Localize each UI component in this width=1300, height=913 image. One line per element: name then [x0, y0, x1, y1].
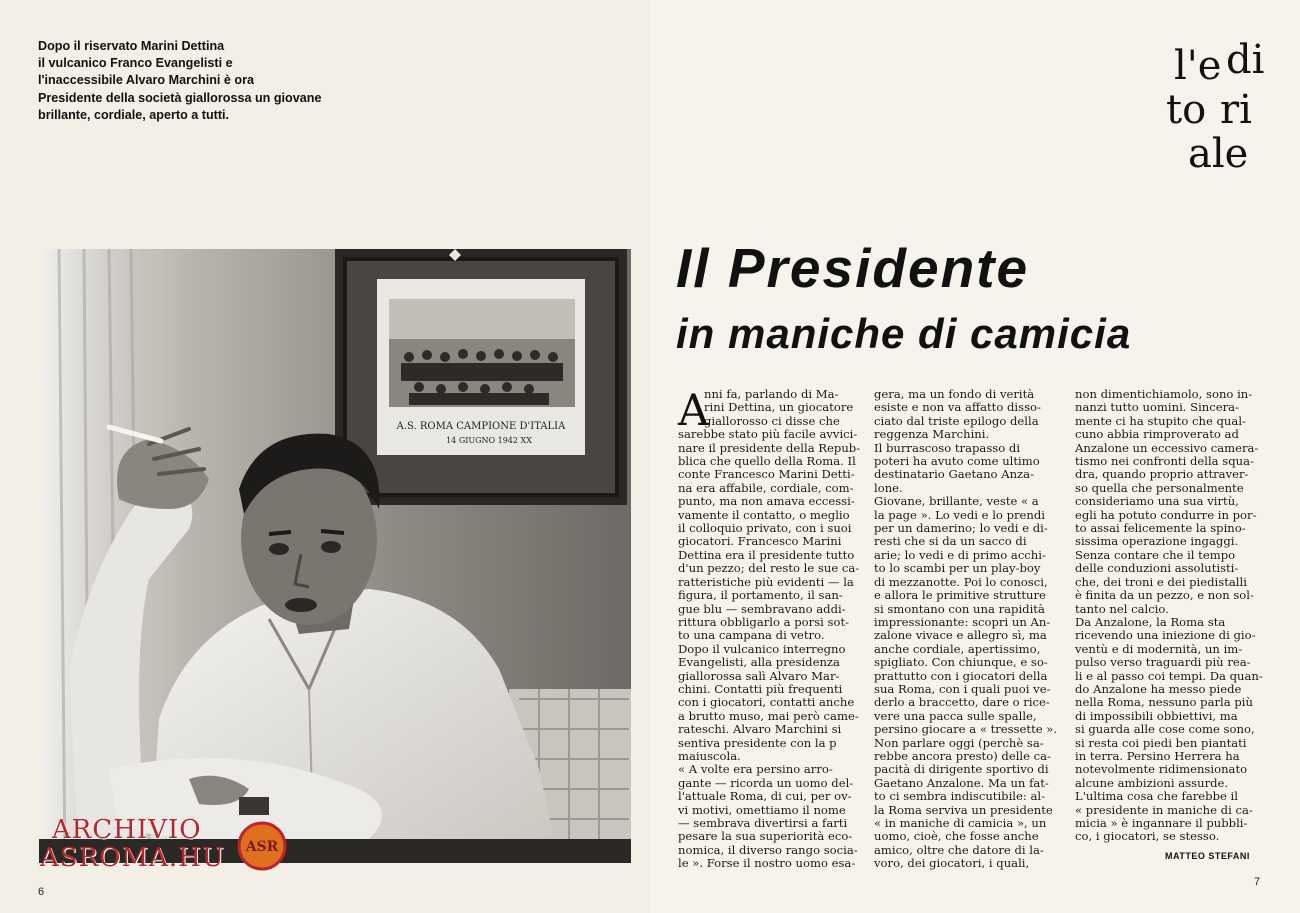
- article-text-line: ciato dal triste epilogo della: [874, 414, 1039, 428]
- president-photo: [39, 249, 631, 863]
- logo-part-le: l'e: [1174, 43, 1222, 89]
- article-text-line: blica che quello della Roma. Il: [678, 455, 856, 469]
- article-text-line: non dimentichiamolo, sono in-: [1075, 388, 1253, 401]
- article-text-line: « A volte era persino arro-: [678, 763, 833, 777]
- article-text-line: Non parlare oggi (perchè sa-: [874, 736, 1044, 750]
- article-text-line: prattutto con i giocatori della: [874, 669, 1048, 683]
- article-text-line: d'un pezzo; del resto le sue ca-: [678, 562, 860, 576]
- article-text-line: cuno abbia rimproverato ad: [1075, 428, 1239, 442]
- article-title-line-2: in maniche di camicia: [676, 310, 1132, 357]
- article-text-line: pacità di dirigente sportivo di: [874, 763, 1049, 777]
- article-text-line: ricevendo una iniezione di gio-: [1075, 629, 1256, 643]
- article-text-line: Giovane, brillante, veste « a: [874, 495, 1039, 509]
- article-text-line: nare il presidente della Repub-: [678, 441, 861, 455]
- article-text-line: L'ultima cosa che farebbe il: [1075, 790, 1238, 804]
- article-text-line: rini Dettina, un giocatore: [704, 401, 854, 415]
- article-text-line: to assai felicemente la spino-: [1075, 522, 1246, 536]
- article-text-line: pulso verso traguardi più rea-: [1075, 656, 1251, 670]
- article-text-line: rebbe ancora presto) delle ca-: [874, 749, 1051, 763]
- article-text-line: di impossibili obbiettivi, ma: [1075, 709, 1238, 723]
- article-text-line: di mezzanotte. Poi lo conosci,: [874, 575, 1048, 589]
- article-text-line: reggenza Marchini.: [874, 428, 990, 442]
- article-text-line: lone.: [874, 481, 903, 495]
- article-text-line: arie; lo vedi e di primo acchi-: [874, 548, 1046, 562]
- article-text-line: pesare la sua superiorità eco-: [678, 830, 853, 844]
- article-text-line: punto, ma non amava eccessi-: [678, 495, 855, 509]
- article-text-line: co, i giocatori, se stesso.: [1075, 830, 1220, 844]
- article-text-line: Dopo il vulcanico interregno: [678, 642, 846, 656]
- asr-badge-icon: [237, 821, 287, 871]
- article-text-line: ratteristiche più evidenti — la: [678, 575, 854, 589]
- logo-part-ri: ri: [1220, 87, 1252, 133]
- article-text-line: maiuscola.: [678, 749, 741, 763]
- article-text-line: « in maniche di camicia », un: [874, 817, 1047, 830]
- article-text-line: il colloquio privato, con i suoi: [678, 522, 852, 536]
- article-text-line: figura, il portamento, il san-: [678, 589, 843, 603]
- article-text-line: egli ha potuto condurre in por-: [1075, 508, 1257, 522]
- frame-caption-1: A.S. ROMA CAMPIONE D'ITALIA: [396, 421, 566, 432]
- article-text-line: sua Roma, con i quali puoi ve-: [874, 682, 1051, 696]
- article-text-line: delle conduzioni assolutisti-: [1075, 562, 1239, 576]
- article-text-line: gera, ma un fondo di verità: [874, 388, 1035, 401]
- article-text-line: tismo nei confronti della squa-: [1075, 455, 1254, 469]
- article-text-line: gante — ricorda un uomo del-: [678, 776, 854, 790]
- article-text-line: consideriamo una sua virtù,: [1075, 495, 1239, 509]
- article-text-line: Evangelisti, alla presidenza: [678, 656, 840, 670]
- article-text-line: Anzalone un eccessivo camera-: [1075, 441, 1259, 455]
- article-text-line: in terra. Persino Herrera ha: [1075, 749, 1240, 763]
- article-text-line: nella Roma, nessuno parla più: [1075, 696, 1253, 710]
- article-text-line: si guarda alle cose come sono,: [1075, 723, 1255, 737]
- article-text-line: na era affabile, cordiale, com-: [678, 481, 854, 495]
- article-text-line: rateschi. Alvaro Marchini si: [678, 723, 842, 737]
- page-number-left: 6: [38, 886, 45, 898]
- article-text-line: to ci sembra indiscutibile: al-: [874, 790, 1045, 804]
- article-column-1: [678, 388, 864, 871]
- article-text-line: la page ». Lo vedi e lo prendi: [874, 508, 1046, 522]
- article-text-line: chini. Contatti più frequenti: [678, 682, 843, 696]
- article-title-line-1: Il Presidente: [676, 237, 1030, 299]
- subhead-line: Presidente della società giallorossa un giovane: [38, 90, 322, 105]
- logo-part-di: di: [1226, 37, 1265, 83]
- article-column-3: [1075, 388, 1267, 844]
- logo-part-ale: ale: [1188, 131, 1249, 177]
- article-text-line: giallorosso ci disse che: [704, 414, 840, 428]
- article-text-line: nomica, il diverso rango socia-: [678, 843, 858, 857]
- article-text-line: li e al passo coi tempi. Da quan-: [1075, 669, 1263, 683]
- article-text-line: to lo scambi per un play-boy: [874, 562, 1041, 576]
- article-text-line: giocatori. Francesco Marini: [678, 535, 842, 549]
- article-text-line: con i giocatori, contatti anche: [678, 696, 855, 710]
- article-text-line: si smontano con una rapidità: [874, 602, 1045, 616]
- article-author: MATTEO STEFANI: [1165, 851, 1250, 861]
- article-text-line: amico, oltre che datore di la-: [874, 843, 1044, 857]
- article-text-line: vi motivi, omettiamo il nome: [678, 803, 846, 817]
- article-text-line: « presidente in maniche di ca-: [1075, 803, 1253, 817]
- page-number-right: 7: [1254, 876, 1261, 888]
- article-text-line: la Roma serviva un presidente: [874, 803, 1053, 817]
- article-text-line: — sembrava divertirsi a farti: [678, 817, 848, 830]
- article-text-line: le ». Forse il nostro uomo esa-: [678, 857, 856, 871]
- article-text-line: esiste e non va affatto disso-: [874, 401, 1041, 415]
- article-text-line: e allora le primitive strutture: [874, 589, 1046, 603]
- article-text-line: nanzi tutto uomini. Sincera-: [1075, 401, 1239, 415]
- article-text-line: notevolmente ridimensionato: [1075, 763, 1248, 777]
- editoriale-logo: [1160, 38, 1270, 176]
- article-text-line: Da Anzalone, la Roma sta: [1075, 615, 1226, 629]
- article-text-line: si resta coi piedi ben piantati: [1075, 736, 1247, 750]
- article-text-line: ventù e di modernità, un im-: [1075, 642, 1243, 656]
- article-text-line: Senza contare che il tempo: [1075, 548, 1236, 562]
- article-text-line: uomo, cioè, che fosse anche: [874, 830, 1039, 844]
- article-text-line: to una campana di vetro.: [678, 629, 825, 643]
- drop-cap: A: [678, 386, 710, 436]
- watermark-line-1: ARCHIVIO: [52, 815, 202, 845]
- article-text-line: impressionante: scopri un An-: [874, 615, 1051, 629]
- article-text-line: per un damerino; lo vedi e di-: [874, 522, 1048, 536]
- logo-part-to: to: [1166, 87, 1207, 133]
- article-text-line: vere una pacca sulle spalle,: [874, 709, 1037, 723]
- badge-text: ASR: [245, 839, 279, 855]
- subhead-line: Dopo il riservato Marini Dettina: [38, 39, 225, 53]
- article-text-line: persino giocare a « tressette ».: [874, 723, 1058, 737]
- article-text-line: derlo a braccetto, dare o rice-: [874, 696, 1050, 710]
- article-text-line: a brutto muso, mai però came-: [678, 709, 859, 723]
- article-text-line: resti che si da un sacco di: [874, 535, 1027, 549]
- article-text-line: giallorossa salì Alvaro Mar-: [678, 669, 840, 683]
- article-text-line: vamente il contatto, o meglio: [678, 508, 850, 522]
- subhead-line: l'inaccessibile Alvaro Marchini è ora: [38, 73, 255, 88]
- article-text-line: nni fa, parlando di Ma-: [704, 388, 839, 401]
- article-text-line: sentiva presidente con la p: [678, 736, 837, 750]
- article-column-2: [874, 388, 1064, 871]
- article-text-line: Gaetano Anzalone. Ma un fat-: [874, 776, 1049, 790]
- watermark-line-2: ASROMA.HU: [40, 843, 225, 873]
- article-text-line: l'attuale Roma, di cui, per ov-: [678, 790, 852, 804]
- article-text-line: sarebbe stato più facile avvici-: [678, 428, 858, 442]
- article-text-line: tanto nel calcio.: [1075, 602, 1169, 616]
- article-text-line: alcune ambizioni assurde.: [1075, 776, 1229, 790]
- article-text-line: voro, dei giocatori, i quali,: [874, 857, 1030, 871]
- article-text-line: sissima operazione ingaggi.: [1075, 535, 1239, 549]
- subhead-line: il vulcanico Franco Evangelisti e: [38, 56, 233, 71]
- article-text-line: poteri ha avuto come ultimo: [874, 455, 1040, 469]
- article-text-line: conte Francesco Marini Detti-: [678, 468, 855, 482]
- article-text-line: spigliato. Con chiunque, e so-: [874, 656, 1048, 670]
- article-subhead: [38, 38, 388, 124]
- article-text-line: micia » è ingannare il pubbli-: [1075, 817, 1248, 830]
- article-text-line: destinatario Gaetano Anza-: [874, 468, 1034, 482]
- article-text-line: Il burrascoso trapasso di: [874, 441, 1021, 455]
- article-text-line: è finita da un pezzo, e non sol-: [1075, 589, 1254, 603]
- archive-watermark: [40, 815, 300, 875]
- article-text-line: gue blu — sembravano addi-: [678, 602, 846, 616]
- subhead-line: brillante, cordiale, aperto a tutti.: [38, 107, 230, 122]
- frame-caption-2: 14 GIUGNO 1942 XX: [446, 436, 532, 445]
- article-text-line: dra, quando proprio attraver-: [1075, 468, 1249, 482]
- article-text-line: che, dei troni e dei piedistalli: [1075, 575, 1247, 589]
- article-text-line: mente ci ha stupito che qual-: [1075, 414, 1246, 428]
- article-text-line: anche cordiale, apertissimo,: [874, 642, 1041, 656]
- article-text-line: Dettina era il presidente tutto: [678, 548, 855, 562]
- photo-illustration: [39, 249, 631, 863]
- article-text-line: zalone vivace e allegro sì, ma: [874, 629, 1047, 643]
- article-text-line: so quella che personalmente: [1075, 481, 1244, 495]
- article-text-line: rittura obbligarlo a porsi sot-: [678, 615, 850, 629]
- article-text-line: do Anzalone ha messo piede: [1075, 682, 1242, 696]
